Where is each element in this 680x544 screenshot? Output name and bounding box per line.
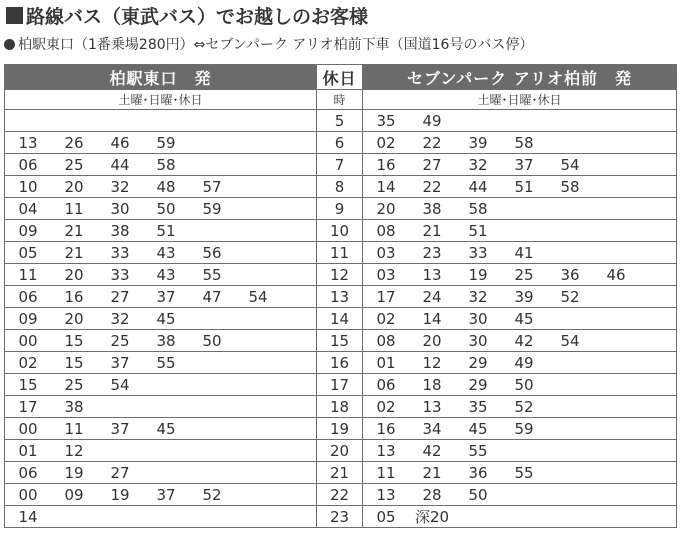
hour-cell: 5 (317, 110, 363, 132)
departure-minute: 42 (422, 441, 442, 460)
timetable-body (5, 110, 677, 528)
hour-cell: 18 (317, 396, 363, 418)
departure-minute: 32 (110, 177, 130, 196)
departure-minute: 11 (64, 199, 84, 218)
hour-cell: 19 (317, 418, 363, 440)
departure-minute: 11 (18, 265, 38, 284)
departure-minute: 49 (514, 353, 534, 372)
table-row (5, 176, 677, 198)
departure-minute: 22 (422, 177, 442, 196)
table-row (5, 374, 677, 396)
departure-minute: 51 (468, 221, 488, 240)
departure-minute: 13 (376, 441, 396, 460)
departure-minute: 39 (514, 287, 534, 306)
departure-minute: 01 (18, 441, 38, 460)
departure-minute: 46 (110, 133, 130, 152)
right-minutes-cell (363, 462, 677, 484)
departure-minute: 20 (64, 177, 84, 196)
departure-minute: 15 (64, 353, 84, 372)
departure-minute: 58 (156, 155, 176, 174)
departure-minute: 00 (18, 331, 38, 350)
departure-minute: 29 (468, 353, 488, 372)
departure-minute: 03 (376, 243, 396, 262)
departure-minute: 45 (514, 309, 534, 328)
departure-minute: 14 (376, 177, 396, 196)
departure-minute: 36 (468, 463, 488, 482)
departure-minute: 06 (18, 463, 38, 482)
hour-cell: 9 (317, 198, 363, 220)
table-row (5, 308, 677, 330)
hour-cell: 13 (317, 286, 363, 308)
departure-minute: 32 (468, 155, 488, 174)
hour-cell: 20 (317, 440, 363, 462)
departure-minute: 52 (560, 287, 580, 306)
departure-minute: 25 (64, 155, 84, 174)
hour-cell: 8 (317, 176, 363, 198)
departure-minute: 33 (110, 265, 130, 284)
table-row (5, 484, 677, 506)
departure-minute: 44 (468, 177, 488, 196)
departure-minute: 08 (376, 221, 396, 240)
table-row (5, 418, 677, 440)
left-minutes-cell (5, 264, 317, 286)
right-minutes-cell (363, 440, 677, 462)
departure-minute: 54 (560, 155, 580, 174)
departure-minute: 59 (514, 419, 534, 438)
departure-minute: 02 (376, 133, 396, 152)
left-minutes-cell (5, 396, 317, 418)
departure-minute: 14 (18, 507, 38, 526)
left-minutes-cell (5, 506, 317, 528)
departure-minute: 13 (376, 485, 396, 504)
table-row (5, 396, 677, 418)
departure-minute: 30 (468, 309, 488, 328)
departure-minute: 19 (468, 265, 488, 284)
departure-minute: 45 (468, 419, 488, 438)
left-minutes-cell (5, 330, 317, 352)
departure-minute: 13 (422, 265, 442, 284)
route-description (4, 34, 533, 56)
departure-minute: 25 (110, 331, 130, 350)
departure-minute: 36 (560, 265, 580, 284)
departure-minute: 02 (376, 397, 396, 416)
right-minutes-cell (363, 506, 677, 528)
table-row (5, 264, 677, 286)
departure-minute: 58 (514, 133, 534, 152)
departure-minute: 27 (422, 155, 442, 174)
departure-minute: 58 (468, 199, 488, 218)
departure-minute: 20 (376, 199, 396, 218)
left-minutes-cell (5, 352, 317, 374)
right-minutes-cell (363, 154, 677, 176)
departure-minute: 55 (514, 463, 534, 482)
left-minutes-cell (5, 286, 317, 308)
departure-minute: 42 (514, 331, 534, 350)
departure-minute: 46 (606, 265, 626, 284)
departure-minute: 33 (468, 243, 488, 262)
subheader-hour-label: 時 (317, 90, 363, 110)
departure-minute: 43 (156, 243, 176, 262)
departure-minute: 52 (202, 485, 222, 504)
departure-minute: 50 (514, 375, 534, 394)
departure-minute: 27 (110, 463, 130, 482)
departure-minute: 09 (64, 485, 84, 504)
left-minutes-cell (5, 132, 317, 154)
departure-minute: 13 (18, 133, 38, 152)
departure-minute: 09 (18, 309, 38, 328)
right-minutes-cell (363, 396, 677, 418)
right-minutes-cell (363, 264, 677, 286)
table-row (5, 220, 677, 242)
departure-minute: 06 (18, 287, 38, 306)
departure-minute: 24 (422, 287, 442, 306)
departure-minute: 45 (156, 309, 176, 328)
right-minutes-cell (363, 220, 677, 242)
table-row (5, 352, 677, 374)
square-bullet-icon (6, 7, 23, 24)
departure-minute: 16 (376, 419, 396, 438)
departure-minute: 19 (110, 485, 130, 504)
header-holiday: 休日 (317, 65, 363, 90)
table-row (5, 462, 677, 484)
departure-minute: 47 (202, 287, 222, 306)
hour-cell: 14 (317, 308, 363, 330)
departure-minute: 37 (514, 155, 534, 174)
departure-minute: 03 (376, 265, 396, 284)
right-minutes-cell (363, 374, 677, 396)
departure-minute: 55 (202, 265, 222, 284)
departure-minute: 32 (468, 287, 488, 306)
table-row (5, 132, 677, 154)
departure-minute: 21 (64, 221, 84, 240)
departure-minute: 20 (64, 309, 84, 328)
hour-cell: 11 (317, 242, 363, 264)
departure-minute: 28 (422, 485, 442, 504)
departure-minute: 04 (18, 199, 38, 218)
departure-minute: 16 (376, 155, 396, 174)
right-minutes-cell (363, 330, 677, 352)
departure-minute: 32 (110, 309, 130, 328)
table-row (5, 286, 677, 308)
left-minutes-cell (5, 110, 317, 132)
right-minutes-cell (363, 110, 677, 132)
departure-minute: 52 (514, 397, 534, 416)
departure-minute: 26 (64, 133, 84, 152)
hour-cell: 22 (317, 484, 363, 506)
departure-minute: 15 (18, 375, 38, 394)
departure-minute: 05 (18, 243, 38, 262)
departure-minute: 50 (202, 331, 222, 350)
left-minutes-cell (5, 418, 317, 440)
departure-minute: 08 (376, 331, 396, 350)
timetable-header-row (5, 65, 677, 90)
right-minutes-cell (363, 286, 677, 308)
departure-minute: 54 (248, 287, 268, 306)
right-minutes-cell (363, 132, 677, 154)
departure-minute: 09 (18, 221, 38, 240)
departure-minute: 55 (156, 353, 176, 372)
departure-minute: 30 (110, 199, 130, 218)
left-minutes-cell (5, 220, 317, 242)
departure-minute: 20 (422, 331, 442, 350)
departure-minute: 00 (18, 419, 38, 438)
timetable-subheader-row (5, 90, 677, 110)
departure-minute: 39 (468, 133, 488, 152)
departure-minute: 21 (64, 243, 84, 262)
right-minutes-cell (363, 352, 677, 374)
departure-minute: 57 (202, 177, 222, 196)
departure-minute: 37 (156, 485, 176, 504)
departure-minute: 06 (376, 375, 396, 394)
left-minutes-cell (5, 176, 317, 198)
departure-minute: 56 (202, 243, 222, 262)
hour-cell: 15 (317, 330, 363, 352)
left-minutes-cell (5, 154, 317, 176)
hour-cell: 12 (317, 264, 363, 286)
route-description-text: 柏駅東口（1番乗場280円）⇔セブンパーク アリオ柏前下車（国道16号のバス停） (18, 37, 534, 53)
left-minutes-cell (5, 484, 317, 506)
departure-minute: 02 (18, 353, 38, 372)
departure-minute: 01 (376, 353, 396, 372)
departure-minute: 41 (514, 243, 534, 262)
departure-minute: 43 (156, 265, 176, 284)
departure-minute: 59 (202, 199, 222, 218)
right-minutes-cell (363, 242, 677, 264)
departure-minute: 50 (156, 199, 176, 218)
departure-minute: 11 (64, 419, 84, 438)
departure-minute: 49 (422, 111, 442, 130)
hour-cell: 21 (317, 462, 363, 484)
departure-minute: 37 (110, 353, 130, 372)
header-kashiwa-station-departure: 柏駅東口 発 (5, 65, 317, 90)
hour-cell: 16 (317, 352, 363, 374)
table-row (5, 330, 677, 352)
left-minutes-cell (5, 308, 317, 330)
subheader-left-days: 土曜･日曜･休日 (5, 90, 317, 110)
departure-minute: 22 (422, 133, 442, 152)
left-minutes-cell (5, 462, 317, 484)
departure-minute: 25 (64, 375, 84, 394)
departure-minute: 59 (156, 133, 176, 152)
departure-minute: 38 (422, 199, 442, 218)
departure-minute: 50 (468, 485, 488, 504)
departure-minute: 51 (156, 221, 176, 240)
departure-minute: 38 (156, 331, 176, 350)
header-ario-departure: セブンパーク アリオ柏前 発 (363, 65, 677, 90)
departure-minute: 10 (18, 177, 38, 196)
circle-bullet-icon (4, 39, 15, 50)
departure-minute: 18 (422, 375, 442, 394)
departure-minute: 45 (156, 419, 176, 438)
hour-cell: 6 (317, 132, 363, 154)
table-row (5, 198, 677, 220)
departure-minute: 17 (18, 397, 38, 416)
timetable (4, 64, 677, 528)
departure-minute: 33 (110, 243, 130, 262)
page-title-text: 路線バス（東武バス）でお越しのお客様 (26, 6, 369, 28)
departure-minute: 深20 (414, 508, 450, 526)
hour-cell: 17 (317, 374, 363, 396)
page-title (6, 2, 368, 32)
hour-cell: 23 (317, 506, 363, 528)
departure-minute: 48 (156, 177, 176, 196)
departure-minute: 12 (422, 353, 442, 372)
departure-minute: 37 (110, 419, 130, 438)
departure-minute: 34 (422, 419, 442, 438)
subheader-right-days: 土曜･日曜･休日 (363, 90, 677, 110)
right-minutes-cell (363, 176, 677, 198)
departure-minute: 20 (64, 265, 84, 284)
table-row (5, 242, 677, 264)
departure-minute: 15 (64, 331, 84, 350)
table-row (5, 440, 677, 462)
departure-minute: 11 (376, 463, 396, 482)
departure-minute: 00 (18, 485, 38, 504)
departure-minute: 55 (468, 441, 488, 460)
departure-minute: 13 (422, 397, 442, 416)
departure-minute: 35 (468, 397, 488, 416)
departure-minute: 23 (422, 243, 442, 262)
left-minutes-cell (5, 242, 317, 264)
departure-minute: 14 (422, 309, 442, 328)
hour-cell: 10 (317, 220, 363, 242)
departure-minute: 29 (468, 375, 488, 394)
departure-minute: 21 (422, 221, 442, 240)
departure-minute: 16 (64, 287, 84, 306)
right-minutes-cell (363, 484, 677, 506)
right-minutes-cell (363, 418, 677, 440)
departure-minute: 19 (64, 463, 84, 482)
departure-minute: 54 (560, 331, 580, 350)
departure-minute: 54 (110, 375, 130, 394)
departure-minute: 02 (376, 309, 396, 328)
departure-minute: 58 (560, 177, 580, 196)
departure-minute: 21 (422, 463, 442, 482)
departure-minute: 05 (376, 508, 396, 526)
departure-minute: 17 (376, 287, 396, 306)
departure-minute: 06 (18, 155, 38, 174)
departure-minute: 12 (64, 441, 84, 460)
table-row (5, 154, 677, 176)
departure-minute: 38 (64, 397, 84, 416)
hour-cell: 7 (317, 154, 363, 176)
right-minutes-cell (363, 198, 677, 220)
departure-minute: 38 (110, 221, 130, 240)
right-minutes-cell (363, 308, 677, 330)
departure-minute: 27 (110, 287, 130, 306)
departure-minute: 25 (514, 265, 534, 284)
departure-minute: 35 (376, 111, 396, 130)
table-row (5, 506, 677, 528)
departure-minute: 51 (514, 177, 534, 196)
departure-minute: 30 (468, 331, 488, 350)
departure-minute: 37 (156, 287, 176, 306)
left-minutes-cell (5, 374, 317, 396)
departure-minute: 44 (110, 155, 130, 174)
table-row (5, 110, 677, 132)
left-minutes-cell (5, 440, 317, 462)
left-minutes-cell (5, 198, 317, 220)
